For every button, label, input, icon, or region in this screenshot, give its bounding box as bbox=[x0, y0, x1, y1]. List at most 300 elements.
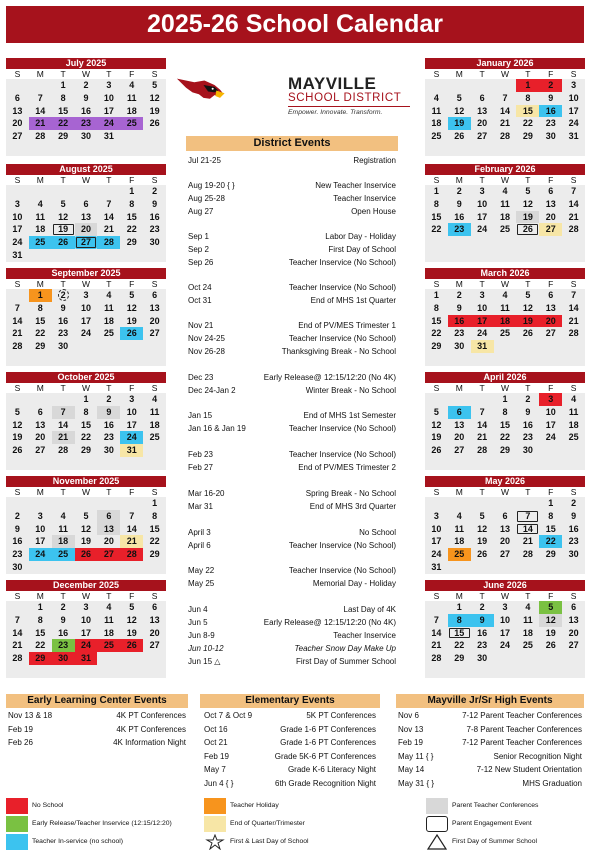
day-cell: 16 bbox=[522, 419, 533, 430]
event-date: Jun 8-9 bbox=[188, 631, 215, 640]
day-cell: 15 bbox=[126, 211, 137, 222]
day-cell: 30 bbox=[58, 341, 69, 352]
day-cell: 29 bbox=[126, 237, 137, 248]
event-date: Nov 13 bbox=[398, 724, 424, 734]
day-cell: 13 bbox=[97, 523, 120, 536]
day-cell: 4 bbox=[60, 510, 66, 521]
day-cell: 18 bbox=[499, 211, 510, 222]
day-cell: 2 bbox=[525, 394, 531, 404]
day-cell: 20 bbox=[75, 223, 98, 236]
day-cell: 21 bbox=[103, 224, 114, 235]
logo-tagline: Empower. Innovate. Transform. bbox=[288, 109, 383, 116]
day-cell: 18 bbox=[52, 535, 75, 548]
day-cell: 22 bbox=[80, 432, 91, 443]
day-cell: 26 bbox=[120, 327, 143, 340]
day-cell: 28 bbox=[58, 445, 69, 456]
day-of-week-label: S bbox=[6, 383, 29, 393]
district-events-heading: District Events bbox=[186, 136, 398, 151]
day-cell: 21 bbox=[499, 118, 510, 129]
day-of-week-label: T bbox=[52, 175, 75, 185]
day-cell: 3 bbox=[433, 510, 439, 521]
district-event-row bbox=[188, 295, 396, 307]
event-date: Mar 31 bbox=[188, 502, 213, 511]
day-cell: 24 bbox=[477, 328, 488, 339]
day-cell: 13 bbox=[545, 302, 556, 313]
day-cell: 13 bbox=[80, 211, 91, 222]
day-of-week-label: T bbox=[97, 279, 120, 289]
day-cell: 12 bbox=[12, 419, 23, 430]
day-cell: 21 bbox=[477, 432, 488, 443]
day-cell: 6 bbox=[571, 602, 577, 612]
day-cell: 12 bbox=[454, 105, 465, 116]
day-cell: 13 bbox=[568, 614, 579, 625]
day-cell: 22 bbox=[431, 328, 442, 339]
day-cell: 21 bbox=[120, 535, 143, 548]
day-of-week-label: T bbox=[516, 175, 539, 185]
day-cell: 6 bbox=[97, 510, 120, 523]
day-cell: 8 bbox=[152, 510, 158, 521]
blank-day-cell bbox=[6, 185, 29, 198]
event-name: First Day of School bbox=[328, 245, 396, 254]
day-cell: 17 bbox=[471, 315, 494, 328]
day-cell: 7 bbox=[14, 302, 20, 313]
day-cell: 20 bbox=[539, 315, 562, 328]
blank-day-cell bbox=[120, 497, 143, 510]
month-calendar bbox=[425, 580, 585, 678]
district-event-row bbox=[188, 206, 396, 218]
day-of-week-label: W bbox=[75, 487, 98, 497]
day-of-week-label: W bbox=[75, 591, 98, 601]
district-event-row bbox=[188, 449, 396, 461]
day-cell: 3 bbox=[129, 394, 135, 404]
day-cell: 22 bbox=[35, 640, 46, 651]
day-cell: 18 bbox=[103, 315, 114, 326]
school-event-row bbox=[204, 778, 376, 790]
month-grid bbox=[6, 487, 166, 574]
event-date: April 3 bbox=[188, 528, 211, 537]
day-of-week-label: M bbox=[448, 383, 471, 393]
day-cell: 30 bbox=[568, 549, 579, 560]
day-cell: 28 bbox=[522, 549, 533, 560]
day-cell: 17 bbox=[431, 536, 442, 547]
day-cell: 4 bbox=[106, 290, 112, 300]
day-cell: 20 bbox=[499, 536, 510, 547]
school-event-row bbox=[398, 737, 582, 749]
day-cell: 15 bbox=[58, 105, 69, 116]
day-cell: 9 bbox=[83, 92, 89, 103]
month-grid bbox=[425, 279, 585, 366]
day-cell: 7 bbox=[52, 406, 75, 419]
district-event-row bbox=[188, 282, 396, 294]
month-calendar bbox=[425, 372, 585, 470]
day-cell: 10 bbox=[80, 302, 91, 313]
month-grid bbox=[6, 69, 166, 156]
day-cell: 3 bbox=[539, 393, 562, 406]
day-of-week-label: S bbox=[6, 487, 29, 497]
event-name: Grade K-6 Literacy Night bbox=[287, 765, 376, 774]
event-date: Mar 16-20 bbox=[188, 489, 225, 498]
day-cell: 12 bbox=[522, 198, 533, 209]
event-date: Oct 24 bbox=[188, 283, 212, 292]
event-date: Nov 26-28 bbox=[188, 347, 225, 356]
day-cell: 3 bbox=[83, 290, 89, 300]
legend-label: Early Release/Teacher Inservice (12:15/12:20) bbox=[32, 820, 172, 827]
blank-day-cell bbox=[6, 289, 29, 302]
district-event-row bbox=[188, 346, 396, 358]
day-cell: 10 bbox=[103, 92, 114, 103]
day-cell: 14 bbox=[35, 105, 46, 116]
day-cell: 30 bbox=[477, 653, 488, 664]
day-cell: 6 bbox=[479, 92, 485, 103]
day-cell: 15 bbox=[35, 315, 46, 326]
day-cell: 15 bbox=[35, 627, 46, 638]
day-of-week-label: S bbox=[562, 69, 585, 79]
day-cell: 5 bbox=[479, 510, 485, 521]
day-cell: 4 bbox=[456, 510, 462, 521]
day-of-week-label: T bbox=[52, 279, 75, 289]
event-date: May 11 { } bbox=[398, 751, 434, 761]
event-name: End of PV/MES Trimester 1 bbox=[298, 321, 396, 330]
day-cell: 28 bbox=[568, 224, 579, 235]
day-of-week-label: M bbox=[29, 383, 52, 393]
month-grid bbox=[425, 175, 585, 262]
day-cell: 3 bbox=[502, 602, 508, 612]
day-cell: 22 bbox=[126, 224, 137, 235]
month-title: August 2025 bbox=[6, 164, 166, 175]
day-cell: 10 bbox=[80, 614, 91, 625]
day-cell: 15 bbox=[448, 627, 471, 640]
district-event-row bbox=[188, 410, 396, 422]
day-of-week-label: S bbox=[143, 591, 166, 601]
day-cell: 16 bbox=[539, 105, 562, 118]
month-calendar bbox=[6, 580, 166, 678]
day-cell: 23 bbox=[58, 328, 69, 339]
day-of-week-label: W bbox=[494, 383, 517, 393]
event-name: Grade 1-6 PT Conferences bbox=[280, 738, 376, 747]
event-date: May 22 bbox=[188, 566, 215, 575]
event-date: May 14 bbox=[398, 765, 425, 774]
day-cell: 21 bbox=[568, 315, 579, 326]
day-cell: 25 bbox=[568, 432, 579, 443]
day-cell: 15 bbox=[431, 211, 442, 222]
day-cell: 12 bbox=[126, 302, 137, 313]
day-of-week-label: S bbox=[6, 175, 29, 185]
day-cell: 14 bbox=[477, 419, 488, 430]
day-cell: 22 bbox=[431, 224, 442, 235]
day-cell: 11 bbox=[500, 302, 510, 313]
day-cell: 2 bbox=[52, 289, 75, 302]
legend-swatch bbox=[6, 834, 28, 850]
day-cell: 2 bbox=[479, 602, 485, 612]
month-title: January 2026 bbox=[425, 58, 585, 69]
day-cell: 21 bbox=[12, 640, 23, 651]
day-cell: 26 bbox=[120, 639, 143, 652]
school-event-row bbox=[8, 710, 186, 722]
day-cell: 17 bbox=[477, 211, 488, 222]
event-name: Teacher Inservice (No School) bbox=[288, 541, 396, 550]
day-of-week-label: T bbox=[471, 175, 494, 185]
day-cell: 20 bbox=[568, 627, 579, 638]
day-cell: 1 bbox=[129, 186, 135, 196]
day-cell: 8 bbox=[60, 92, 66, 103]
day-cell: 10 bbox=[431, 523, 442, 534]
district-event-row bbox=[188, 462, 396, 474]
day-cell: 19 bbox=[477, 536, 488, 547]
day-cell: 28 bbox=[499, 131, 510, 142]
school-event-row bbox=[204, 710, 376, 722]
day-of-week-label: T bbox=[97, 383, 120, 393]
day-cell: 27 bbox=[454, 445, 465, 456]
district-event-row bbox=[188, 423, 396, 435]
day-cell: 2 bbox=[60, 602, 66, 612]
event-name: Winter Break - No School bbox=[305, 386, 396, 395]
day-cell: 2 bbox=[83, 80, 89, 90]
event-name: 5K PT Conferences bbox=[306, 711, 376, 720]
legend-swatch bbox=[426, 798, 448, 814]
day-cell: 17 bbox=[126, 419, 137, 430]
event-name: End of MHS 1st Quarter bbox=[310, 296, 396, 305]
event-date: Nov 13 & 18 bbox=[8, 711, 53, 720]
blank-day-cell bbox=[494, 497, 517, 510]
day-cell: 13 bbox=[499, 523, 510, 534]
day-of-week-label: T bbox=[52, 591, 75, 601]
day-cell: 19 bbox=[448, 117, 471, 130]
event-date: Sep 26 bbox=[188, 258, 214, 267]
legend-label: Teacher Holiday bbox=[230, 802, 279, 809]
day-cell: 8 bbox=[83, 406, 89, 417]
day-of-week-label: W bbox=[75, 175, 98, 185]
day-cell: 5 bbox=[539, 601, 562, 614]
day-cell: 25 bbox=[149, 432, 160, 443]
event-name: New Teacher Inservice bbox=[315, 181, 396, 190]
day-cell: 12 bbox=[477, 523, 488, 534]
blank-day-cell bbox=[471, 497, 494, 510]
event-date: Feb 19 bbox=[204, 751, 229, 761]
event-name: Registration bbox=[353, 156, 396, 165]
day-cell: 7 bbox=[37, 92, 43, 103]
day-cell: 3 bbox=[106, 80, 112, 90]
month-calendar bbox=[425, 164, 585, 262]
blank-day-cell bbox=[97, 185, 120, 198]
day-cell: 12 bbox=[126, 614, 137, 625]
event-date: Oct 7 & Oct 9 bbox=[204, 711, 253, 720]
event-name: Thanksgiving Break - No School bbox=[281, 347, 396, 356]
event-name: End of PV/MES Trimester 2 bbox=[298, 463, 396, 472]
day-of-week-label: W bbox=[75, 279, 98, 289]
day-cell: 18 bbox=[149, 419, 160, 430]
day-cell: 13 bbox=[149, 614, 160, 625]
day-of-week-label: F bbox=[120, 69, 143, 79]
day-of-week-label: S bbox=[562, 487, 585, 497]
day-cell: 30 bbox=[545, 131, 556, 142]
day-of-week-label: T bbox=[471, 279, 494, 289]
day-cell: 23 bbox=[477, 640, 488, 651]
day-of-week-label: F bbox=[539, 383, 562, 393]
month-calendar bbox=[425, 476, 585, 574]
day-cell: 9 bbox=[60, 302, 66, 313]
day-cell: 3 bbox=[479, 186, 485, 196]
district-event-row bbox=[188, 488, 396, 500]
day-cell: 29 bbox=[29, 652, 52, 665]
day-cell: 27 bbox=[149, 328, 160, 339]
legend-label: Parent Engagement Event bbox=[452, 820, 532, 827]
event-date: Aug 27 bbox=[188, 207, 214, 216]
day-cell: 20 bbox=[454, 432, 465, 443]
event-date: Jun 5 bbox=[188, 618, 208, 627]
day-cell: 24 bbox=[80, 328, 91, 339]
day-cell: 23 bbox=[522, 432, 533, 443]
day-cell: 22 bbox=[454, 640, 465, 651]
day-cell: 19 bbox=[80, 536, 91, 547]
day-cell: 4 bbox=[152, 394, 158, 404]
day-of-week-label: F bbox=[539, 591, 562, 601]
day-cell: 16 bbox=[103, 419, 114, 430]
event-name: Last Day of 4K bbox=[343, 605, 396, 614]
day-cell: 23 bbox=[52, 639, 75, 652]
day-cell: 2 bbox=[456, 186, 462, 196]
month-grid bbox=[425, 69, 585, 156]
day-cell: 13 bbox=[454, 419, 465, 430]
legend-label: No School bbox=[32, 802, 64, 809]
day-cell: 7 bbox=[571, 186, 577, 196]
month-calendar bbox=[6, 372, 166, 470]
day-of-week-label: T bbox=[516, 591, 539, 601]
day-cell: 6 bbox=[548, 186, 554, 196]
day-cell: 12 bbox=[539, 614, 562, 627]
legend-swatch bbox=[6, 798, 28, 814]
day-cell: 16 bbox=[568, 523, 579, 534]
month-calendar bbox=[425, 58, 585, 156]
day-cell: 12 bbox=[149, 92, 160, 103]
day-cell: 2 bbox=[106, 394, 112, 404]
day-cell: 7 bbox=[502, 92, 508, 103]
day-cell: 11 bbox=[149, 406, 160, 417]
day-cell: 19 bbox=[126, 315, 137, 326]
day-cell: 17 bbox=[103, 105, 114, 116]
day-cell: 4 bbox=[571, 394, 577, 404]
day-cell: 25 bbox=[120, 117, 143, 130]
day-cell: 2 bbox=[152, 186, 158, 196]
day-of-week-label: T bbox=[516, 383, 539, 393]
day-cell: 7 bbox=[14, 614, 20, 625]
legend-label: First & Last Day of School bbox=[230, 838, 309, 845]
day-of-week-label: F bbox=[539, 279, 562, 289]
day-cell: 28 bbox=[12, 653, 23, 664]
day-of-week-label: S bbox=[425, 175, 448, 185]
day-cell: 21 bbox=[431, 640, 442, 651]
school-event-row bbox=[398, 751, 582, 763]
day-cell: 13 bbox=[545, 198, 556, 209]
day-cell: 4 bbox=[37, 198, 43, 209]
day-cell: 21 bbox=[29, 117, 52, 130]
day-cell: 24 bbox=[12, 237, 23, 248]
day-of-week-label: W bbox=[494, 487, 517, 497]
district-event-row bbox=[188, 527, 396, 539]
day-cell: 27 bbox=[539, 223, 562, 236]
day-cell: 1 bbox=[433, 186, 439, 196]
day-cell: 24 bbox=[477, 224, 488, 235]
day-cell: 1 bbox=[433, 290, 439, 300]
day-cell: 20 bbox=[103, 536, 114, 547]
day-cell: 20 bbox=[477, 118, 488, 129]
month-title: November 2025 bbox=[6, 476, 166, 487]
blank-day-cell bbox=[425, 497, 448, 510]
day-cell: 29 bbox=[454, 653, 465, 664]
day-cell: 27 bbox=[499, 549, 510, 560]
day-cell: 31 bbox=[471, 340, 494, 353]
day-of-week-label: M bbox=[29, 591, 52, 601]
legend-label: Teacher In-service (no school) bbox=[32, 838, 124, 845]
day-cell: 26 bbox=[12, 445, 23, 456]
day-cell: 5 bbox=[129, 290, 135, 300]
day-cell: 17 bbox=[568, 105, 579, 116]
day-cell: 8 bbox=[502, 406, 508, 417]
event-name: 7-12 Parent Teacher Conferences bbox=[462, 738, 582, 747]
day-cell: 4 bbox=[106, 602, 112, 612]
day-cell: 25 bbox=[52, 548, 75, 561]
month-calendar bbox=[6, 164, 166, 262]
blank-day-cell bbox=[6, 393, 29, 406]
day-cell: 25 bbox=[499, 328, 510, 339]
month-title: September 2025 bbox=[6, 268, 166, 279]
day-of-week-label: F bbox=[120, 175, 143, 185]
event-date: Jun 15 △ bbox=[188, 657, 221, 666]
district-event-row bbox=[188, 244, 396, 256]
day-cell: 23 bbox=[448, 223, 471, 236]
day-cell: 5 bbox=[152, 80, 158, 90]
day-cell: 30 bbox=[80, 131, 91, 142]
blank-day-cell bbox=[448, 79, 471, 92]
day-cell: 27 bbox=[75, 236, 98, 249]
day-cell: 18 bbox=[103, 627, 114, 638]
day-of-week-label: W bbox=[494, 175, 517, 185]
day-cell: 16 bbox=[149, 211, 160, 222]
day-cell: 25 bbox=[522, 640, 533, 651]
day-of-week-label: T bbox=[52, 487, 75, 497]
day-cell: 8 bbox=[525, 92, 531, 103]
day-of-week-label: S bbox=[562, 279, 585, 289]
school-event-row bbox=[204, 764, 376, 776]
day-cell: 29 bbox=[499, 445, 510, 456]
day-cell: 20 bbox=[545, 211, 556, 222]
day-cell: 30 bbox=[149, 237, 160, 248]
day-cell: 21 bbox=[52, 431, 75, 444]
day-cell: 28 bbox=[431, 653, 442, 664]
event-date: Oct 21 bbox=[204, 738, 228, 747]
day-cell: 8 bbox=[433, 198, 439, 209]
event-date: Feb 27 bbox=[188, 463, 213, 472]
day-cell: 26 bbox=[52, 236, 75, 249]
day-of-week-label: M bbox=[29, 279, 52, 289]
day-cell: 24 bbox=[29, 548, 52, 561]
day-of-week-label: S bbox=[425, 69, 448, 79]
blank-day-cell bbox=[29, 393, 52, 406]
legend-swatch bbox=[204, 798, 226, 814]
day-cell: 26 bbox=[545, 640, 556, 651]
day-of-week-label: T bbox=[97, 591, 120, 601]
day-cell: 14 bbox=[58, 419, 69, 430]
day-cell: 22 bbox=[149, 536, 160, 547]
day-cell: 6 bbox=[152, 602, 158, 612]
month-grid bbox=[6, 591, 166, 678]
day-cell: 14 bbox=[568, 198, 579, 209]
day-of-week-label: F bbox=[120, 383, 143, 393]
day-cell: 9 bbox=[97, 406, 120, 419]
day-cell: 5 bbox=[129, 602, 135, 612]
day-cell: 29 bbox=[431, 341, 442, 352]
day-cell: 15 bbox=[431, 315, 442, 326]
event-name: Teacher Inservice (No School) bbox=[288, 334, 396, 343]
